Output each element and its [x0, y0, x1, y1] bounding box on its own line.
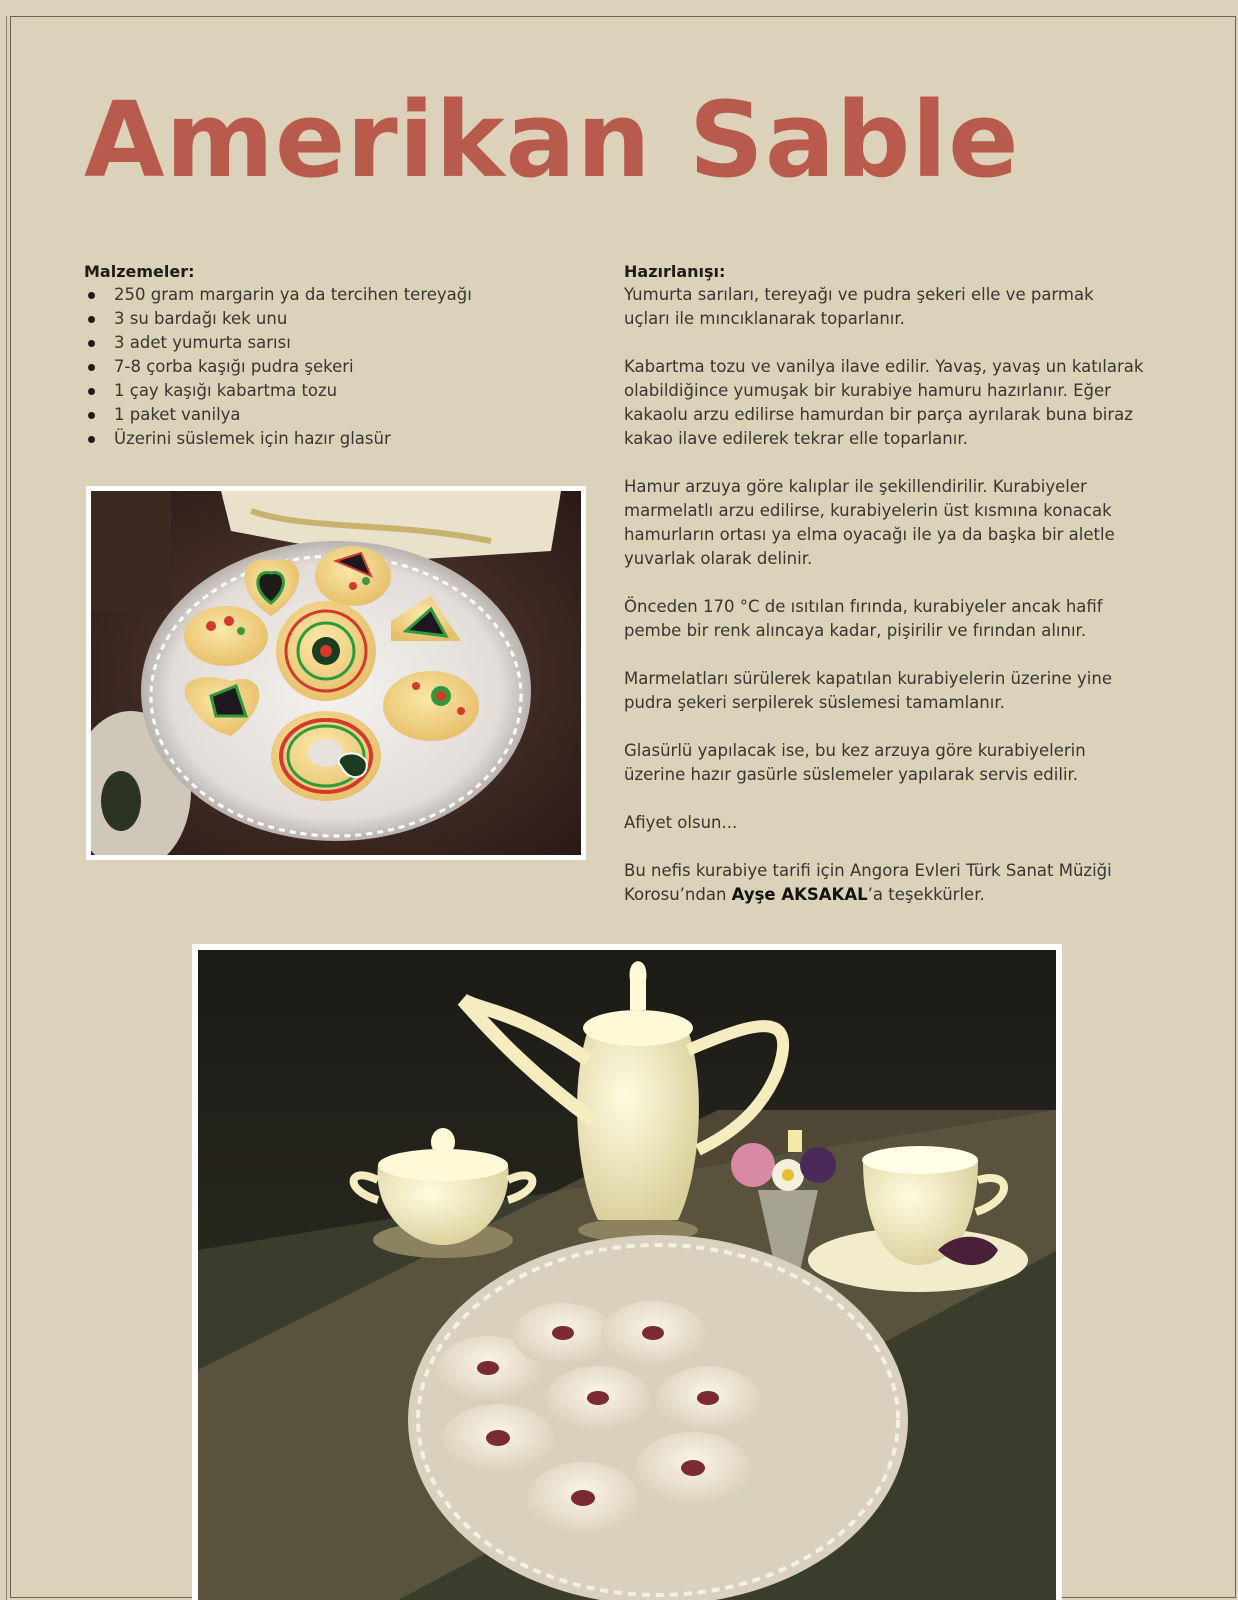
bullet-icon	[88, 364, 95, 371]
ingredient-item: 3 su bardağı kek unu	[84, 307, 584, 331]
bullet-icon	[88, 436, 95, 443]
ingredient-item: 1 paket vanilya	[84, 403, 584, 427]
preparation-step: Yumurta sarıları, tereyağı ve pudra şekeri elle ve parmak uçları ile mıncıklanarak toparlanır.	[624, 285, 1094, 328]
bullet-icon	[88, 340, 95, 347]
ingredient-item: 7-8 çorba kaşığı pudra şekeri	[84, 355, 584, 379]
tea-set-cookies-image	[198, 950, 1056, 1600]
preparation-section	[624, 262, 1144, 931]
author-name: Ayşe AKSAKAL	[731, 885, 868, 904]
ingredients-section	[84, 262, 584, 451]
ingredient-item: 3 adet yumurta sarısı	[84, 331, 584, 355]
bullet-icon	[88, 292, 95, 299]
ingredient-item: 250 gram margarin ya da tercihen tereyağı	[84, 283, 584, 307]
ingredients-list	[84, 283, 584, 451]
tea-set-cookies-photo	[192, 944, 1062, 1600]
ingredient-item: Üzerini süslemek için hazır glasür	[84, 427, 584, 451]
ingredients-heading: Malzemeler:	[84, 262, 195, 281]
preparation-step: Kabartma tozu ve vanilya ilave edilir. Yavaş, yavaş un katılarak olabildiğince yumuşak bir kurabiye hamuru hazırlanır. Eğer kakaolu arzu edilirse hamurdan bir parça ayrılarak buna biraz kakao ilave edilerek tekrar elle toparlanır.	[624, 357, 1144, 448]
decorated-cookies-image	[91, 491, 581, 855]
ingredient-item: 1 çay kaşığı kabartma tozu	[84, 379, 584, 403]
preparation-step: Marmelatları sürülerek kapatılan kurabiyelerin üzerine yine pudra şekeri serpilerek süslemesi tamamlanır.	[624, 669, 1112, 712]
preparation-heading: Hazırlanışı:	[624, 262, 726, 281]
preparation-step: Hamur arzuya göre kalıplar ile şekillendirilir. Kurabiyeler marmelatlı arzu edilirse, kurabiyelerin üst kısmına konacak hamurların ortası ya elma oyacağı ile ya da başka bir aletle yuvarlak olarak delinir.	[624, 477, 1115, 568]
bullet-icon	[88, 388, 95, 395]
bullet-icon	[88, 412, 95, 419]
closing-line: Afiyet olsun...	[624, 813, 738, 832]
preparation-step: Önceden 170 °C de ısıtılan fırında, kurabiyeler ancak hafif pembe bir renk alıncaya kadar, pişirilir ve fırından alınır.	[624, 597, 1103, 640]
decorated-cookies-photo	[86, 486, 586, 860]
bullet-icon	[88, 316, 95, 323]
page-edge	[0, 16, 7, 1600]
recipe-title: Amerikan Sable	[84, 79, 1020, 201]
preparation-step: Glasürlü yapılacak ise, bu kez arzuya göre kurabiyelerin üzerine hazır gasürle süslemeler yapılarak servis edilir.	[624, 741, 1086, 784]
thanks-note: Bu nefis kurabiye tarifi için Angora Evleri Türk Sanat Müziği Korosu’ndan Ayşe AKSAKAL’a teşekkürler.	[624, 861, 1112, 904]
